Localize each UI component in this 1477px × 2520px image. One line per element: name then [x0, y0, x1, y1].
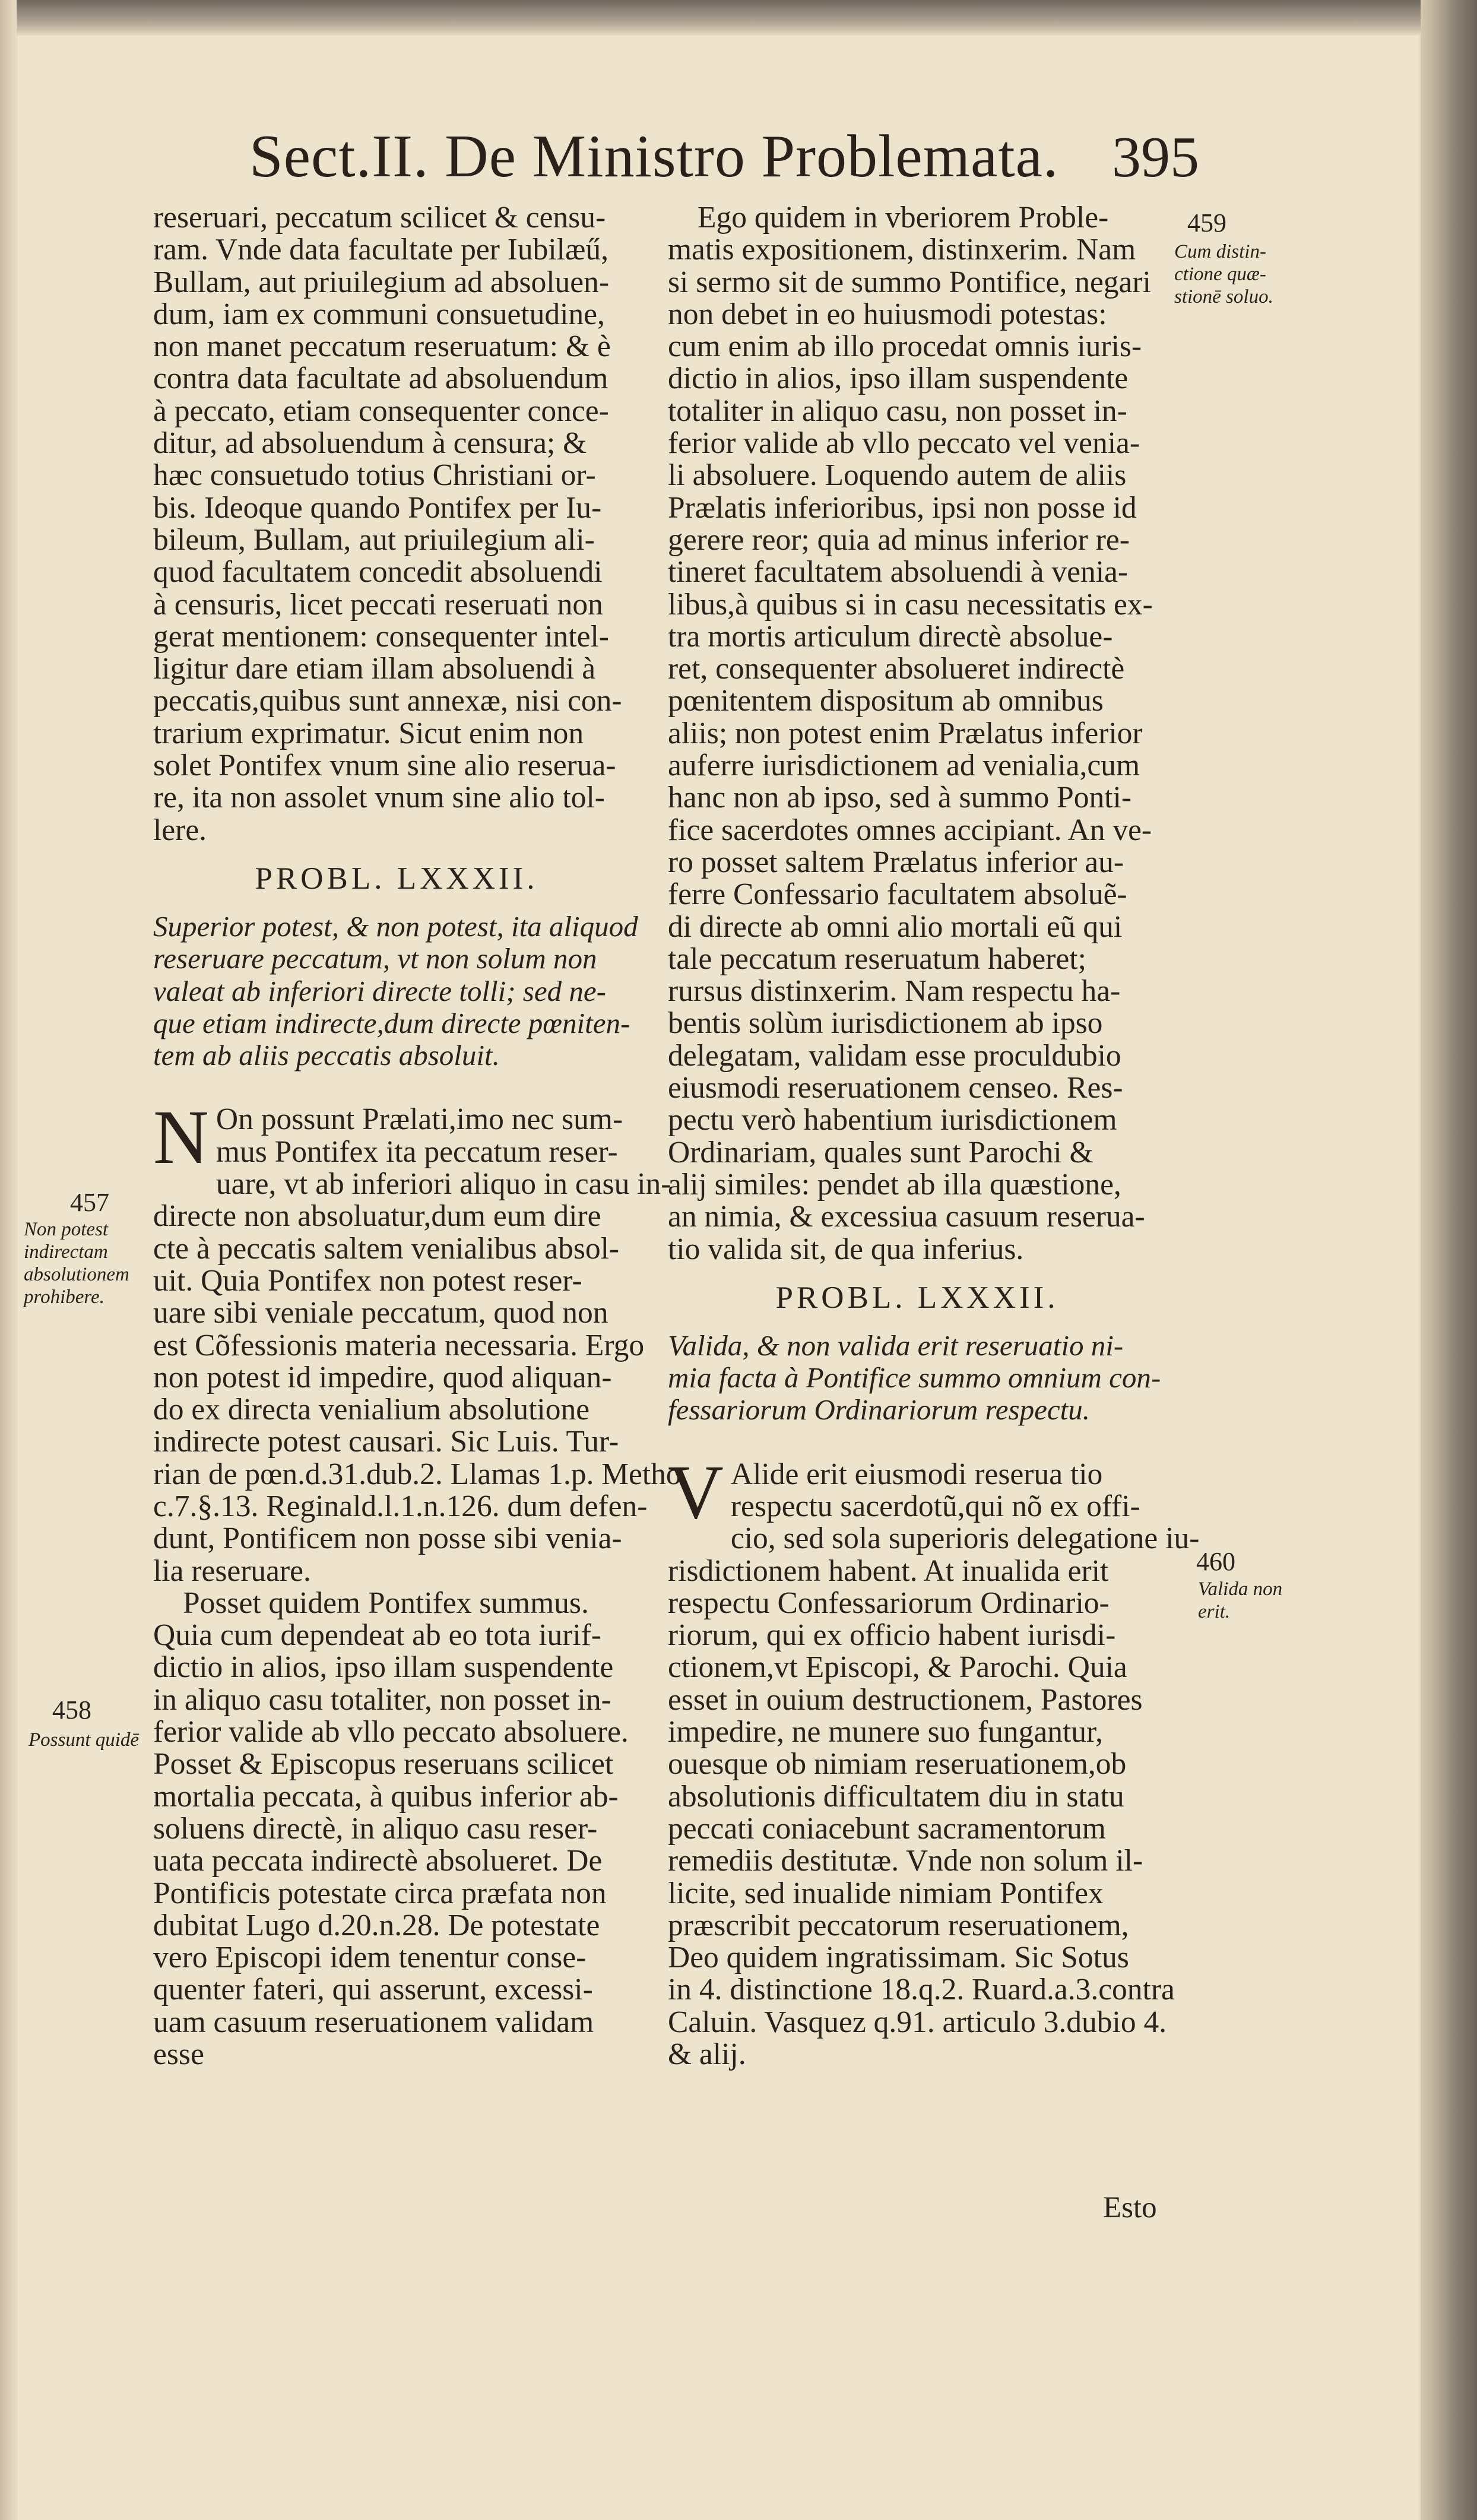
text-line: ctionem,vt Episcopi, & Parochi. Quia: [668, 1650, 1127, 1685]
problem-heading: PROBL. LXXXII.: [775, 1280, 1059, 1315]
text-line: do ex directa venialium absolutione: [153, 1393, 590, 1427]
text-line: riorum, qui ex officio habent iurisdi-: [668, 1618, 1116, 1653]
text-line: soluens directè, in aliquo casu reser-: [153, 1811, 598, 1846]
text-line: uit. Quia Pontifex non potest reser-: [153, 1263, 582, 1298]
text-line: si sermo sit de summo Pontifice, negari: [668, 265, 1151, 299]
margin-note-line: Valida non: [1198, 1578, 1283, 1600]
text-line: re, ita non assolet vnum sine alio tol-: [153, 781, 605, 815]
drop-capital: V: [668, 1449, 724, 1535]
margin-note-line: prohibere.: [24, 1286, 104, 1308]
text-line: & alij.: [668, 2037, 746, 2072]
text-line: contra data facultate ad absoluendum: [153, 362, 608, 396]
right-column: [668, 201, 1200, 2072]
text-line: Quia cum dependeat ab eo tota iurif-: [153, 1618, 602, 1653]
text-line: dubitat Lugo d.20.n.28. De potestate: [153, 1908, 600, 1942]
text-line: dictio in alios, ipso illam suspendente: [153, 1650, 614, 1685]
margin-note-line: indirectam: [24, 1241, 108, 1263]
text-line: bentis solùm iurisdictionem ab ipso: [668, 1006, 1103, 1041]
summary-line: Valida, & non valida erit reseruatio ni-: [668, 1329, 1124, 1362]
text-line: gerere reor; quia ad minus inferior re-: [668, 522, 1130, 557]
summary-line: que etiam indirecte,dum directe pœniten-: [153, 1006, 630, 1039]
text-line: cum enim ab illo procedat omnis iuris-: [668, 329, 1142, 364]
right-intro-paragraph: [668, 202, 1167, 1266]
margin-number-459: 459: [1187, 208, 1226, 237]
margin-note-line: ctione quæ-: [1174, 264, 1266, 285]
text-line: c.7.§.13. Reginald.l.1.n.126. dum defen-: [153, 1489, 648, 1523]
margin-number-458: 458: [52, 1695, 91, 1725]
problem-heading: PROBL. LXXXII.: [255, 861, 538, 896]
margin-note-459: [1174, 240, 1273, 308]
text-line: remediis destitutæ. Vnde non solum il-: [668, 1844, 1143, 1878]
text-line: mortalia peccata, à quibus inferior ab-: [153, 1779, 619, 1814]
summary-line: tem ab aliis peccatis absoluit.: [153, 1039, 500, 1072]
text-line: à peccato, etiam consequenter conce-: [153, 394, 609, 428]
text-line: pœnitentem dispositum ab omnibus: [668, 684, 1104, 718]
text-line: rian de pœn.d.31.dub.2. Llamas 1.p. Metho.: [153, 1457, 689, 1491]
text-line: dum, iam ex communi consuetudine,: [153, 297, 605, 331]
text-line: peccati coniacebunt sacramentorum: [668, 1811, 1106, 1846]
text-line: Posset quidem Pontifex summus.: [183, 1586, 589, 1620]
text-line: auferre iurisdictionem ad venialia,cum: [668, 749, 1140, 783]
text-line: respectu Confessariorum Ordinario-: [668, 1586, 1110, 1620]
margin-note-line: absolutionem: [24, 1264, 129, 1285]
text-line: ram. Vnde data facultate per Iubilæű,: [153, 233, 608, 267]
margin-note-457: [24, 1218, 129, 1308]
text-line: ferior valide ab vllo peccato vel venia-: [668, 426, 1140, 461]
text-line: ro posset saltem Prælatus inferior au-: [668, 845, 1124, 879]
text-line: in aliquo casu totaliter, non posset in-: [153, 1682, 611, 1717]
text-line: reseruari, peccatum scilicet & censu-: [153, 201, 606, 234]
text-line: Caluin. Vasquez q.91. articulo 3.dubio 4.: [668, 2005, 1167, 2039]
right-paragraph-460: [668, 1449, 1200, 2072]
text-line: Ordinariam, quales sunt Parochi &: [668, 1135, 1094, 1169]
problem-summary: [668, 1330, 1167, 1427]
running-header: [249, 122, 1211, 199]
text-line: solet Pontifex vnum sine alio reserua-: [153, 749, 616, 783]
text-line: Deo quidem ingratissimam. Sic Sotus: [668, 1941, 1129, 1975]
text-line: alij similes: pendet ab illa quæstione,: [668, 1167, 1121, 1202]
text-line: delegatam, validam esse proculdubio: [668, 1038, 1121, 1073]
left-column: [153, 201, 689, 2072]
problem-summary: [153, 911, 640, 1072]
summary-line: Superior potest, & non potest, ita aliquod: [153, 909, 638, 943]
text-line: uata peccata indirectè absolueret. De: [153, 1844, 603, 1878]
scan-top-edge: [0, 0, 1477, 36]
text-line: li absoluere. Loquendo autem de aliis: [668, 458, 1127, 493]
text-line: esse: [153, 2037, 204, 2072]
text-line: trarium exprimatur. Sicut enim non: [153, 716, 584, 750]
left-paragraph-458: [153, 1587, 640, 2071]
text-line: esset in ouium destructionem, Pastores: [668, 1682, 1143, 1717]
text-line: tio valida sit, de qua inferius.: [668, 1232, 1024, 1266]
text-line: in 4. distinctione 18.q.2. Ruard.a.3.contra: [668, 1973, 1175, 2007]
margin-note-line: stionē soluo.: [1174, 286, 1273, 308]
text-line: pectu verò habentium iurisdictionem: [668, 1103, 1117, 1137]
text-line: hæc consuetudo totius Christiani or-: [153, 458, 596, 493]
summary-line: fessariorum Ordinariorum respectu.: [668, 1393, 1090, 1427]
text-line: absolutionis difficultatem diu in statu: [668, 1779, 1124, 1814]
margin-note-460: [1198, 1578, 1282, 1623]
text-line: tale peccatum reseruatum haberet;: [668, 942, 1086, 976]
text-line: tra mortis articulum directè absolue-: [668, 619, 1113, 654]
scan-left-edge: [0, 0, 17, 2520]
text-line: non potest id impedire, quod aliquan-: [153, 1360, 612, 1394]
text-line: matis expositionem, distinxerim. Nam: [668, 233, 1136, 267]
text-line: impedire, ne munere suo fungantur,: [668, 1715, 1104, 1749]
margin-note-line: Cum distin-: [1174, 241, 1266, 262]
text-line: ret, consequenter absolueret indirectè: [668, 652, 1125, 686]
text-line: libus,à quibus si in casu necessitatis ex-: [668, 587, 1153, 622]
text-line: uam casuum reseruationem validam: [153, 2005, 594, 2039]
text-line: dunt, Pontificem non posse sibi venia-: [153, 1521, 622, 1556]
left-paragraph-457: [153, 1095, 689, 1588]
text-line: peccatis,quibus sunt annexæ, nisi con-: [153, 684, 622, 718]
text-line: Ego quidem in vberiorem Proble-: [698, 201, 1109, 234]
text-line: licite, sed inualide nimiam Pontifex: [668, 1876, 1104, 1910]
text-line: præscribit peccatorum reseruationem,: [668, 1908, 1129, 1942]
text-line: fice sacerdotes omnes accipiant. An ve-: [668, 813, 1152, 847]
summary-line: valeat ab inferiori directe tolli; sed ne-: [153, 974, 606, 1007]
summary-line: reseruare peccatum, vt non solum non: [153, 942, 597, 975]
text-line: bis. Ideoque quando Pontifex per Iu-: [153, 490, 602, 525]
text-line: lere.: [153, 813, 207, 847]
text-line: ferior valide ab vllo peccato absoluere.: [153, 1715, 629, 1749]
text-line: respectu sacerdotũ,qui nõ ex offi-: [730, 1489, 1140, 1523]
text-line: cio, sed sola superioris delegatione iu-: [730, 1521, 1200, 1556]
text-line: non manet peccatum reseruatum: & è: [153, 329, 611, 364]
text-line: Alide erit eiusmodi reserua tio: [730, 1457, 1103, 1491]
margin-note-458: [28, 1729, 139, 1751]
text-line: indirecte potest causari. Sic Luis. Tur-: [153, 1425, 619, 1459]
summary-line: mia facta à Pontifice summo omnium con-: [668, 1361, 1161, 1394]
text-line: mus Pontifex ita peccatum reser-: [215, 1134, 618, 1169]
text-line: quenter fateri, qui asserunt, excessi-: [153, 1973, 593, 2007]
left-intro-paragraph: [153, 202, 640, 847]
text-line: cte à peccatis saltem venialibus absol-: [153, 1231, 620, 1266]
text-line: aliis; non potest enim Prælatus inferior: [668, 716, 1143, 750]
text-line: ditur, ad absoluendum à censura; &: [153, 426, 587, 461]
text-line: eiusmodi reseruationem censeo. Res-: [668, 1071, 1123, 1105]
text-line: non debet in eo huiusmodi potestas:: [668, 297, 1107, 331]
text-line: ligitur dare etiam illam absoluendi à: [153, 652, 596, 686]
text-line: uare sibi veniale peccatum, quod non: [153, 1296, 608, 1330]
text-line: dictio in alios, ipso illam suspendente: [668, 362, 1129, 396]
text-line: ouesque ob nimiam reseruationem,ob: [668, 1747, 1127, 1782]
margin-note-line: Non potest: [24, 1219, 109, 1240]
catchword: Esto: [1103, 2191, 1157, 2224]
text-line: rursus distinxerim. Nam respectu ha-: [668, 974, 1121, 1009]
margin-note-line: erit.: [1198, 1601, 1231, 1622]
margin-note-line: Possunt quidē: [28, 1729, 140, 1751]
scan-page-stack-edge: [1421, 0, 1477, 2520]
text-line: vero Episcopi idem tenentur conse-: [153, 1941, 587, 1975]
text-line: est Cõfessionis materia necessaria. Ergo: [153, 1328, 645, 1362]
text-line: ferre Confessario facultatem absoluẽ-: [668, 877, 1127, 912]
text-line: di directe ab omni alio mortali eũ qui: [668, 909, 1123, 944]
text-line: Prælatis inferioribus, ipsi non posse id: [668, 490, 1137, 525]
text-line: an nimia, & excessiua casuum reserua-: [668, 1200, 1145, 1234]
text-line: gerat mentionem: consequenter intel-: [153, 619, 609, 654]
text-line: hanc non ab ipso, sed à summo Ponti-: [668, 781, 1131, 815]
text-line: bileum, Bullam, aut priuilegium ali-: [153, 522, 595, 557]
text-line: uare, vt ab inferiori aliquo in casu in-: [215, 1167, 671, 1202]
text-line: tineret facultatem absoluendi à venia-: [668, 555, 1129, 589]
text-line: On possunt Prælati,imo nec sum-: [215, 1102, 623, 1137]
text-line: Pontificis potestate circa præfata non: [153, 1876, 607, 1910]
text-line: totaliter in aliquo casu, non posset in-: [668, 394, 1127, 428]
text-line: quod facultatem concedit absoluendi: [153, 555, 603, 589]
text-line: risdictionem habent. At inualida erit: [668, 1554, 1109, 1588]
text-line: directe non absoluatur,dum eum dire: [153, 1199, 601, 1234]
margin-number-457: 457: [70, 1188, 109, 1217]
running-title: Sect.II. De Ministro Problemata.: [249, 123, 1059, 190]
drop-capital: N: [153, 1095, 209, 1181]
text-line: lia reseruare.: [153, 1554, 311, 1588]
text-line: Posset & Episcopus reseruans scilicet: [153, 1747, 614, 1782]
margin-number-460: 460: [1196, 1547, 1235, 1576]
text-line: à censuris, licet peccati reseruati non: [153, 587, 603, 622]
text-line: Bullam, aut priuilegium ad absoluen-: [153, 265, 610, 299]
page-number: 395: [1112, 125, 1199, 189]
